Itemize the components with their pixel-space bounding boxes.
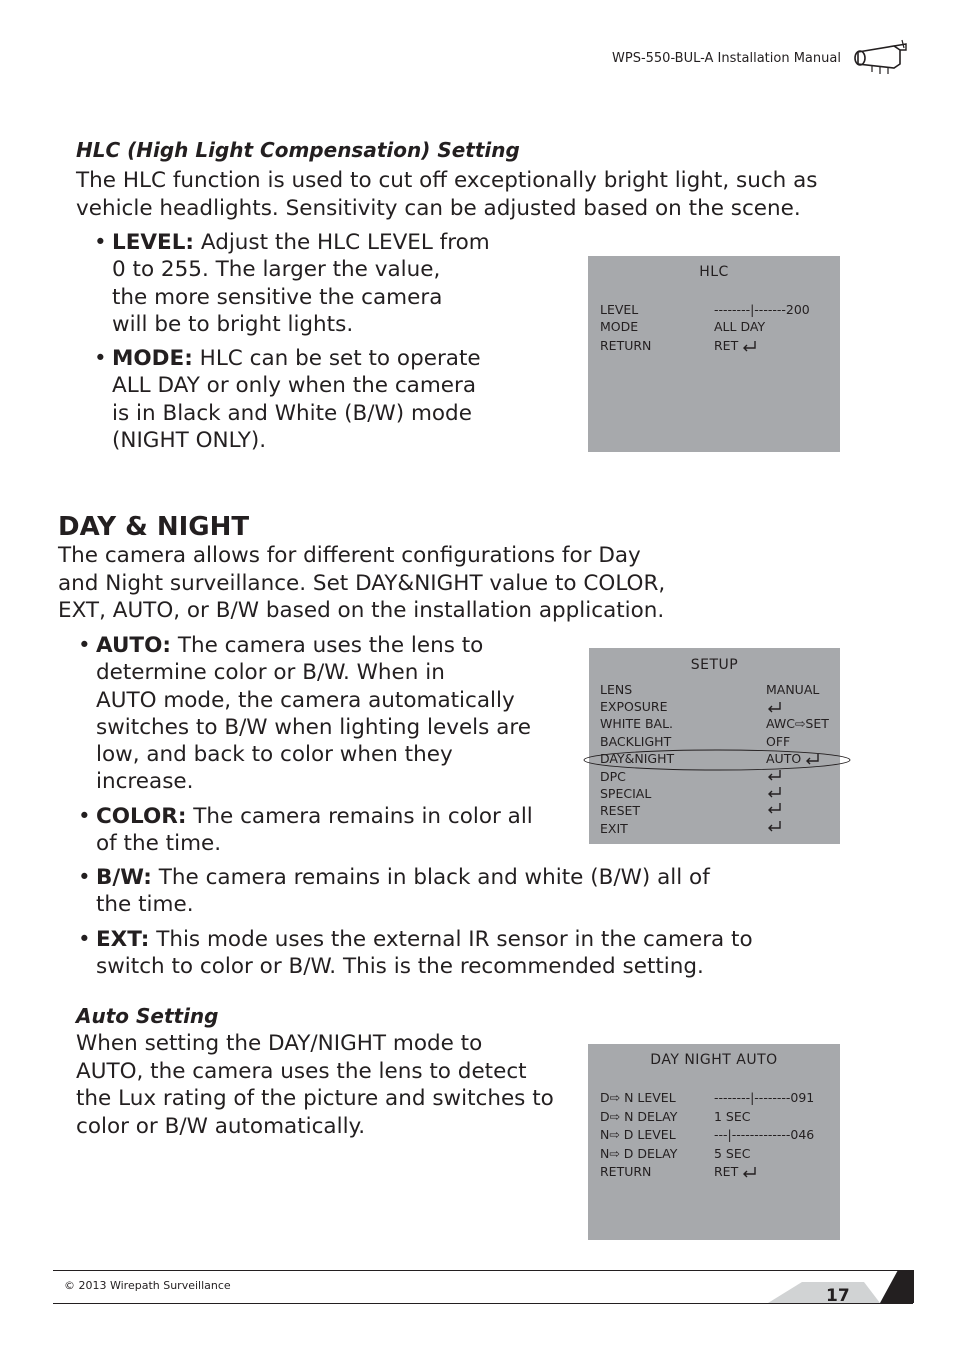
osd-row-value: 1 SEC xyxy=(714,1109,751,1124)
osd-row-label: D⇨ N LEVEL xyxy=(600,1090,676,1105)
highlight-ellipse xyxy=(582,748,852,772)
osd-row-label: RETURN xyxy=(600,1164,652,1179)
osd-row-label: EXPOSURE xyxy=(600,699,668,714)
osd-row-label: DAY&NIGHT xyxy=(600,751,675,766)
return-arrow-icon xyxy=(766,786,782,798)
osd-row-label: BACKLIGHT xyxy=(600,734,672,749)
bullet-label: B/W: xyxy=(96,865,152,890)
setup-osd-screen xyxy=(589,648,840,844)
osd-row-label: N⇨ D LEVEL xyxy=(600,1127,676,1142)
osd-row-label: N⇨ D DELAY xyxy=(600,1146,678,1161)
daynight-intro: The camera allows for different configurations for Day and Night surveillance. Set DAY&NIGHT value to COLOR, EXT, AUTO, or B/W based on the installation application. xyxy=(58,543,666,623)
hlc-heading: HLC (High Light Compensation) Setting xyxy=(76,138,520,162)
daynight-auto-osd-screen xyxy=(588,1044,840,1240)
header-title: WPS-550-BUL-A Installation Manual xyxy=(612,51,841,66)
osd-row-value: --------|-------200 xyxy=(714,302,810,317)
hlc-level-bullet: • LEVEL: Adjust the HLC LEVEL from 0 to 255. The larger the value, the more sensitive the camera will be to bright lights. xyxy=(94,230,490,337)
osd-row-value: AUTO xyxy=(766,751,802,766)
osd-row-label: LENS xyxy=(600,682,633,697)
hlc-osd-screen xyxy=(588,256,840,452)
daynight-heading: DAY & NIGHT xyxy=(58,512,250,542)
osd-row-value: 5 SEC xyxy=(714,1146,751,1161)
osd-row-value: MANUAL xyxy=(766,682,820,697)
return-arrow-icon xyxy=(766,701,782,713)
return-arrow-icon xyxy=(766,802,782,814)
osd-row-value: ALL DAY xyxy=(714,319,766,334)
auto-setting-heading: Auto Setting xyxy=(76,1004,219,1028)
osd-row-label: WHITE BAL. xyxy=(600,716,674,731)
auto-setting-text: When setting the DAY/NIGHT mode to AUTO, the camera uses the lens to detect the Lux rating of the picture and switches to color or B/W automatically. xyxy=(76,1031,554,1139)
ext-bullet: • EXT: This mode uses the external IR sensor in the camera to switch to color or B/W. This is the recommended setting. xyxy=(78,927,753,980)
osd-row-label: MODE xyxy=(600,319,639,334)
osd-title: HLC xyxy=(699,264,729,280)
bullet-camera-icon xyxy=(850,38,910,78)
return-arrow-icon xyxy=(741,340,757,352)
osd-row-value: RET xyxy=(714,338,739,353)
osd-title: DAY NIGHT AUTO xyxy=(650,1052,778,1068)
page-number: 17 xyxy=(826,1286,850,1306)
bullet-label: MODE: xyxy=(112,346,193,371)
osd-title: SETUP xyxy=(690,657,739,673)
bullet-label: COLOR: xyxy=(96,804,187,829)
footer-copyright: © 2013 Wirepath Surveillance xyxy=(64,1279,231,1292)
osd-row-label: EXIT xyxy=(600,821,628,836)
osd-row-label: SPECIAL xyxy=(600,786,652,801)
osd-row-label: RETURN xyxy=(600,338,652,353)
bullet-label: LEVEL: xyxy=(112,230,195,255)
osd-row-label: LEVEL xyxy=(600,302,639,317)
bullet-label: AUTO: xyxy=(96,633,171,658)
color-bullet: • COLOR: The camera remains in color all of the time. xyxy=(78,804,533,857)
bw-bullet: • B/W: The camera remains in black and white (B/W) all of the time. xyxy=(78,865,710,918)
return-arrow-icon xyxy=(741,1166,757,1178)
auto-bullet: • AUTO: The camera uses the lens to determine color or B/W. When in AUTO mode, the camera automatically switches to B/W when lighting levels are low, and back to color when they increase. xyxy=(78,633,531,795)
osd-row-value: ---|-------------046 xyxy=(714,1127,815,1142)
osd-row-value: --------|--------091 xyxy=(714,1090,815,1105)
osd-row-label: D⇨ N DELAY xyxy=(600,1109,678,1124)
osd-row-value: AWC⇨SET xyxy=(766,716,829,731)
hlc-intro: The HLC function is used to cut off exceptionally bright light, such as vehicle headlights. Sensitivity can be adjusted based on the scene. xyxy=(76,168,818,221)
bullet-label: EXT: xyxy=(96,927,150,952)
osd-row-value: OFF xyxy=(766,734,791,749)
osd-row-value: RET xyxy=(714,1164,739,1179)
osd-row-label: DPC xyxy=(600,769,626,784)
return-arrow-icon xyxy=(766,820,782,832)
osd-row-label: RESET xyxy=(600,803,641,818)
hlc-mode-bullet: • MODE: HLC can be set to operate ALL DAY or only when the camera is in Black and White (B/W) mode (NIGHT ONLY). xyxy=(94,346,481,453)
